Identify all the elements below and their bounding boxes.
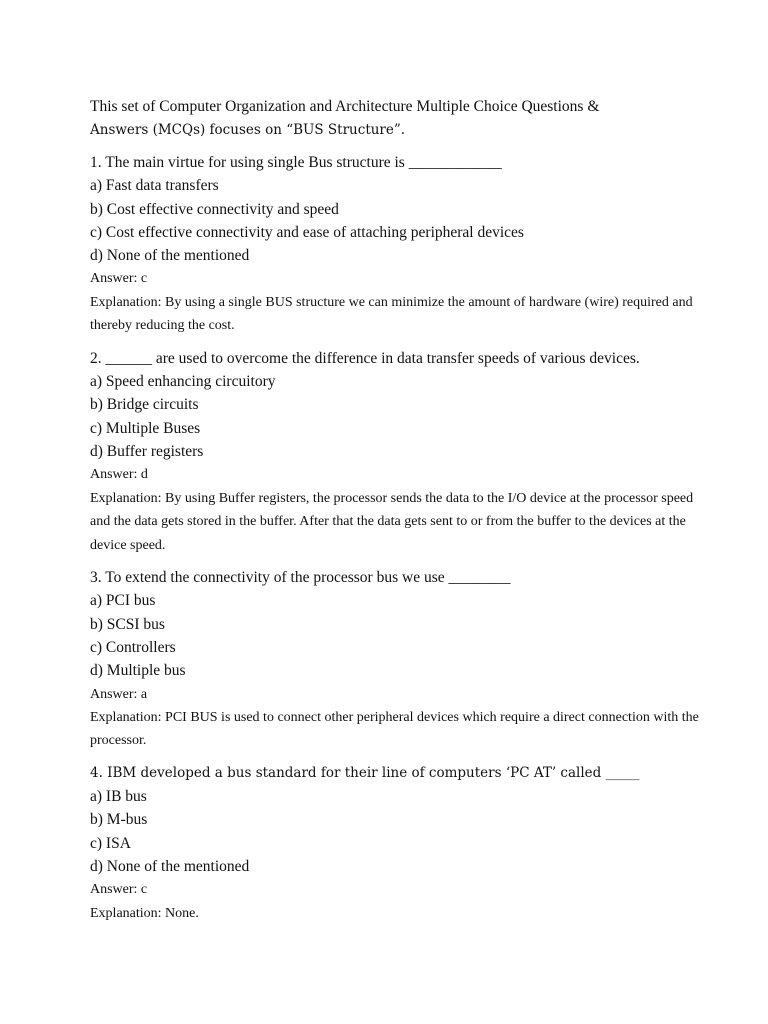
intro-line-2: Answers (MCQs) focuses on “BUS Structure”. <box>90 122 406 138</box>
option-c: c) Multiple Buses <box>90 419 201 437</box>
option-d: d) Buffer registers <box>90 442 204 460</box>
answer: Answer: a <box>90 686 148 702</box>
answer: Answer: c <box>90 882 148 898</box>
option-b: b) SCSI bus <box>90 615 165 633</box>
option-d: d) None of the mentioned <box>90 247 250 265</box>
question-text: 1. The main virtue for using single Bus structure is ____________ <box>90 154 502 171</box>
intro-paragraph <box>90 95 708 142</box>
question-text: 3. To extend the connectivity of the processor bus we use ________ <box>90 569 511 587</box>
question-text: 2. ______ are used to overcome the difference in data transfer speeds of various devices. <box>90 349 640 367</box>
explanation: Explanation: None. <box>90 905 199 921</box>
question-3 <box>90 566 708 753</box>
explanation: Explanation: By using Buffer registers, the processor sends the data to the I/O device at the processor speed and the data gets stored in the buffer. After that the data gets sent to or from the buffer to the devices at the device speed. <box>90 490 694 553</box>
answer: Answer: d <box>90 467 148 483</box>
option-c: c) Controllers <box>90 638 176 656</box>
explanation: Explanation: PCI BUS is used to connect other peripheral devices which require a direct connection with the processor. <box>90 709 699 749</box>
intro-line-1: This set of Computer Organization and Architecture Multiple Choice Questions & <box>90 98 600 115</box>
answer: Answer: c <box>90 271 148 287</box>
question-1 <box>90 151 708 338</box>
option-d: d) Multiple bus <box>90 662 186 680</box>
option-d: d) None of the mentioned <box>90 858 250 876</box>
question-2 <box>90 347 708 557</box>
option-b: b) M-bus <box>90 811 148 829</box>
question-4 <box>90 762 708 925</box>
option-a: a) IB bus <box>90 788 147 806</box>
option-b: b) Bridge circuits <box>90 396 199 414</box>
question-text: 4. IBM developed a bus standard for their line of computers ‘PC AT’ called _____ <box>90 764 640 781</box>
option-a: a) Speed enhancing circuitory <box>90 373 276 391</box>
option-c: c) ISA <box>90 834 131 852</box>
option-a: a) PCI bus <box>90 592 156 610</box>
option-b: b) Cost effective connectivity and speed <box>90 200 339 218</box>
explanation: Explanation: By using a single BUS structure we can minimize the amount of hardware (wire) required and thereby reducing the cost. <box>90 294 693 334</box>
option-c: c) Cost effective connectivity and ease of attaching peripheral devices <box>90 223 524 241</box>
option-a: a) Fast data transfers <box>90 177 219 195</box>
